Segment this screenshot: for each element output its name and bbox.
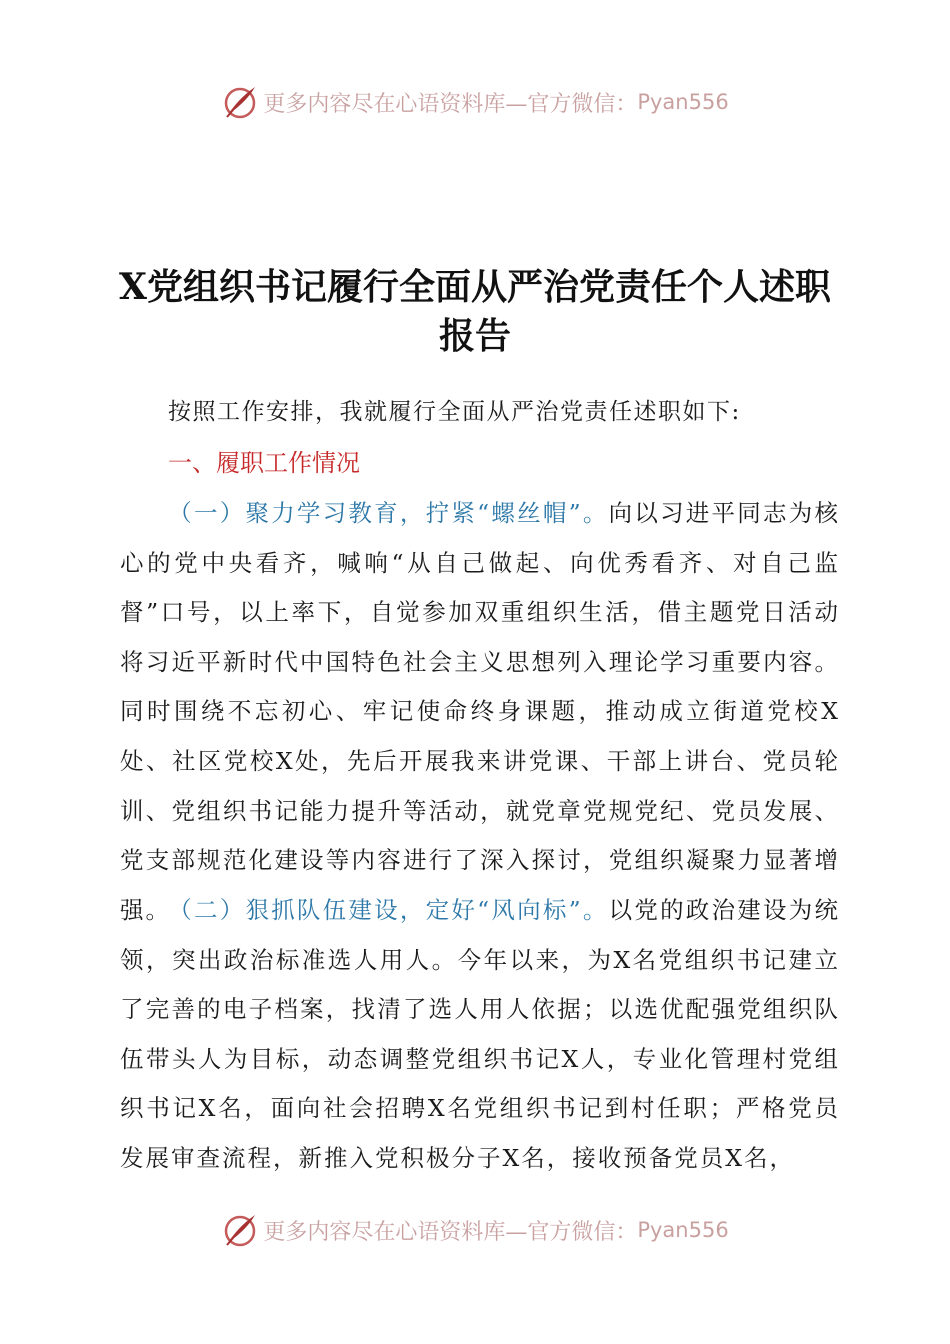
quill-logo-icon: [221, 83, 259, 121]
paragraph-1: [120, 489, 840, 935]
paragraph-2: [120, 886, 840, 1184]
watermark-text: 更多内容尽在心语资料库—官方微信：: [263, 91, 638, 117]
header-watermark: [0, 82, 950, 122]
paragraph-1-subheading: （一）聚力学习教育，拧紧“螺丝帽”。: [168, 499, 609, 527]
paragraph-1-body: 向以习进平同志为核心的党中央看齐，喊响“从自己做起、向优秀看齐、对自己监督”口号，以上率下，自觉参加双重组织生活，借主题党日活动将习近平新时代中国特色社会主义思想列入理论学习重要内容。同时围绕不忘初心、牢记使命终身课题，推动成立街道党校X处、社区党校X处，先后开展我来讲党课、干部上讲台、党员轮训、党组织书记能力提升等活动，就党章党规党纪、党员发展、党支部规范化建设等内容进行了深入探讨，党组织凝聚力显著增强。: [120, 499, 841, 924]
document-title-line1: X党组织书记履行全面从严治党责任个人述职: [119, 266, 831, 308]
watermark-text: 更多内容尽在心语资料库—官方微信：: [263, 1219, 638, 1245]
paragraph-2-subheading: （二）狠抓队伍建设，定好“风向标”。: [168, 896, 609, 924]
paragraph-2-body: 以党的政治建设为统领，突出政治标准选人用人。今年以来，为X名党组织书记建立了完善的电子档案，找清了选人用人依据；以选优配强党组织队伍带头人为目标，动态调整党组织书记X人，专业化管理村党组织书记X名，面向社会招聘X名党组织书记到村任职；严格党员发展审查流程，新推入党积极分子X名，接收预备党员X名，: [120, 896, 841, 1172]
section-heading: 一、履职工作情况: [168, 449, 360, 477]
intro-paragraph: 按照工作安排，我就履行全面从严治党责任述职如下:: [168, 399, 741, 425]
quill-logo-icon: [221, 1211, 259, 1249]
watermark-id: Pyan556: [637, 1218, 729, 1242]
footer-watermark: [0, 1210, 950, 1250]
watermark-id: Pyan556: [637, 90, 729, 114]
document-title-line2: 报告: [438, 315, 511, 357]
